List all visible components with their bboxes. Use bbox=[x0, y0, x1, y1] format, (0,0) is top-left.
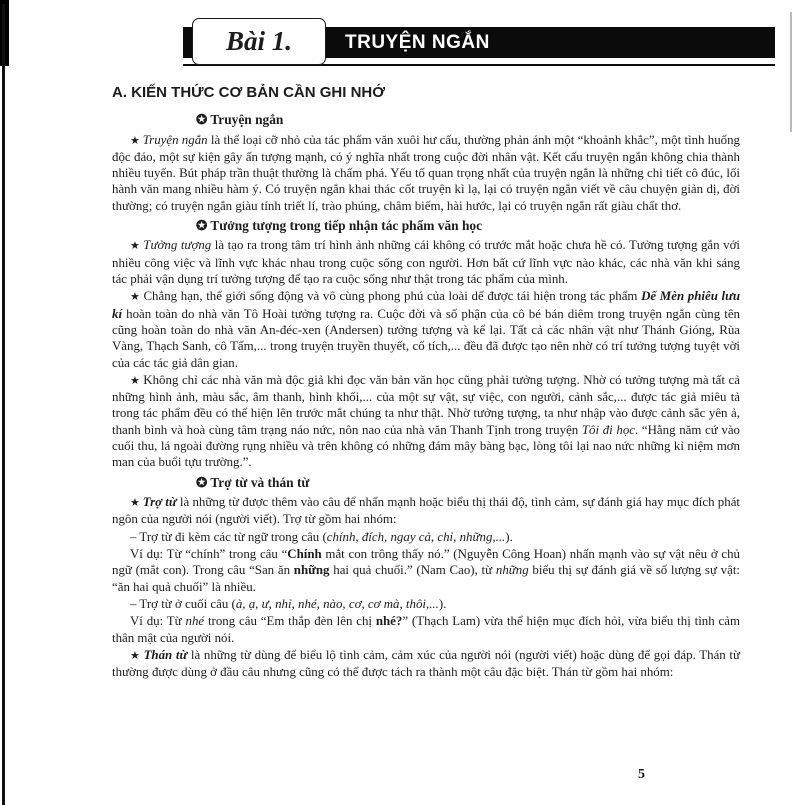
subheading-label: Tưởng tượng trong tiếp nhận tác phẩm văn học bbox=[210, 217, 483, 233]
paragraph bbox=[112, 647, 740, 681]
paragraph bbox=[112, 237, 740, 287]
star-icon: ★ bbox=[130, 240, 144, 253]
star-icon: ★ bbox=[130, 649, 144, 662]
text-segment: Truyện ngắn bbox=[142, 132, 208, 147]
page-number: 5 bbox=[638, 767, 645, 782]
text-segment: hoàn toàn do nhà văn Tô Hoài tưởng tượng ra. Cuộc đời và số phận của cô bé bán diêm trong truyện ngắn cùng tên cũng hoàn toàn do nhà văn An-đéc-xen (Andersen) tưởng tượng và kể lại. Tất cả các nhân vật như Thánh Gióng, Rùa Vàng, Thạch Sanh, cô Tấm,... trong truyện truyền thuyết, cổ tích,... đều đã được tạo nên nhờ có trí tưởng tượng tuyệt vời của các tác giả dân gian. bbox=[112, 306, 740, 370]
text-segment: Tưởng tượng bbox=[143, 238, 212, 253]
text-segment: là tạo ra trong tâm trí hình ảnh những cái không có trước mắt hoặc chưa hề có. Tưởng tượng gắn với nhiều công việc và lĩnh vực khác nhau trong cuộc sống con người. Hơn bất cứ lĩnh vực nào khác, các nhà văn khi sáng tác phải vận dụng trí tưởng tượng để tạo ra cuộc sống như thật trong tác phẩm của mình. bbox=[112, 238, 740, 287]
text-segment: – Trợ từ đi kèm các từ ngữ trong câu ( bbox=[130, 529, 327, 544]
text-segment: ” (Thạch Lam) vừa thể hiện mục đích hỏi, vừa biểu thị tình cảm thân mật của người nói. bbox=[112, 614, 740, 645]
subheading bbox=[196, 112, 740, 129]
circled-star-icon: ✪ bbox=[196, 112, 211, 127]
text-segment: những bbox=[293, 563, 330, 578]
circled-star-icon: ✪ bbox=[196, 217, 211, 233]
paragraph bbox=[112, 529, 740, 545]
text-segment: ). bbox=[438, 596, 447, 611]
text-segment: Ví dụ: Từ “chính” trong câu “ bbox=[130, 547, 288, 562]
text-segment: Tôi đi học bbox=[581, 422, 636, 437]
paragraph bbox=[112, 372, 740, 471]
paragraph bbox=[112, 596, 740, 612]
paragraph bbox=[112, 132, 740, 214]
text-segment: Không chỉ các nhà văn mà độc giả khi đọc văn bản văn học cũng phải tưởng tượng. Nhờ có tưởng tượng mà tất cả những hình ảnh, màu sắc, âm thanh, hình khối,... của một sự vật, sự việc, con người, cảnh sắc,... được tác giả miêu tả trong tác phẩm đều có thể hiện lên trước mắt chúng ta như thật. Nhờ tưởng tượng, ta như nhập vào được cảnh sắc yên ả, thanh bình và hoà cùng tâm trạng náo nức, nôn nao của nhà văn Thanh Tịnh trong truyện bbox=[112, 372, 740, 437]
scan-left-edge bbox=[2, 4, 5, 805]
circled-star-icon: ✪ bbox=[196, 474, 211, 490]
text-segment: biểu thị sự đánh giá về số lượng sự vật: “ăn hai quả chuối” là nhiều. bbox=[112, 563, 741, 594]
text-segment: Thán từ bbox=[143, 647, 188, 662]
paragraph bbox=[112, 288, 740, 370]
section-title: A. KIẾN THỨC CƠ BẢN CẦN GHI NHỚ bbox=[112, 84, 386, 101]
subheading-label: Trợ từ và thán từ bbox=[210, 474, 310, 490]
text-segment: hai quả chuối.” (Nam Cao), từ bbox=[329, 563, 496, 578]
chapter-title: TRUYỆN NGẮN bbox=[345, 32, 490, 53]
text-segment: nhé bbox=[185, 614, 205, 629]
star-icon: ★ bbox=[130, 291, 144, 304]
text-segment: là thể loại cỡ nhỏ của tác phẩm văn xuôi hư cấu, thường phản ánh một “khoảnh khắc”, một tình huống độc đáo, một sự kiện gây ấn tượng mạnh, có ý nghĩa nhất trong cuộc đời nhân vật. Kết cấu truyện ngắn không chia thành nhiều tuyến. Bút pháp trần thuật thường là chấm phá. Yếu tố quan trọng nhất của truyện ngắn là những chi tiết cô đúc, lối hành văn mang nhiều hàm ý. Có truyện ngắn khai thác cốt truyện kì lạ, lại có truyện ngắn viết về câu chuyện giản dị, đời thường; có truyện ngắn giàu tính triết lí, trào phúng, châm biếm, hài hước, lại có truyện ngắn rất giàu chất thơ. bbox=[112, 132, 740, 213]
text-segment: Chính bbox=[287, 547, 322, 562]
subheading-label: Truyện ngắn bbox=[210, 112, 284, 127]
subheading bbox=[196, 475, 740, 492]
subheading bbox=[196, 218, 740, 235]
star-icon: ★ bbox=[130, 134, 143, 147]
text-segment: Dế Mèn phiêu lưu kí bbox=[112, 289, 740, 321]
text-segment: . “Hằng năm cứ vào cuối thu, lá ngoài đường rụng nhiều và trên không có những đám mây bàng bạc, lòng tôi lại nao nức những kỉ niệm mơn man của buổi tựu trường.”. bbox=[112, 422, 741, 470]
text-segment: là những từ dùng để biểu lộ tình cảm, cảm xúc của người nói (người viết) hoặc dùng để gọi đáp. Thán từ thường được dùng ở đầu câu nhưng cũng có thể được tách ra thành một câu đặc biệt. Thán từ gồm hai nhóm: bbox=[112, 647, 740, 680]
lesson-number-box bbox=[192, 18, 326, 65]
text-segment: mắt con trông thấy nó.” (Nguyễn Công Hoan) nhấn mạnh vào sự vật nêu ở chủ ngữ (mắt con). Trong câu “San ăn bbox=[112, 547, 740, 578]
paragraph bbox=[112, 613, 740, 646]
text-segment: – Trợ từ ở cuối câu ( bbox=[130, 596, 236, 611]
content-blocks bbox=[112, 108, 740, 681]
scan-right-edge bbox=[790, 12, 792, 132]
text-segment: Ví dụ: Từ bbox=[130, 614, 186, 629]
text-segment: Chẳng hạn, thế giới sống động và vô cùng phong phú của loài dế được tái hiện trong tác phẩm bbox=[143, 289, 642, 304]
paragraph bbox=[112, 494, 740, 528]
star-icon: ★ bbox=[130, 497, 143, 510]
text-segment: nhé? bbox=[375, 614, 403, 629]
text-segment: Trợ từ bbox=[142, 495, 177, 510]
text-segment: ). bbox=[505, 529, 513, 544]
star-icon: ★ bbox=[130, 374, 144, 387]
paragraph bbox=[112, 546, 740, 595]
text-segment: những bbox=[495, 563, 529, 578]
text-segment: à, ạ, ư, nhỉ, nhé, nào, cơ, cơ mà, thôi,... bbox=[235, 596, 439, 611]
lesson-number-label: Bài 1. bbox=[225, 26, 292, 56]
text-segment: trong câu “Em thắp đèn lên chị bbox=[204, 614, 376, 629]
text-segment: là những từ được thêm vào câu để nhấn mạnh hoặc biểu thị thái độ, tình cảm, sự đánh giá hay mục đích phát ngôn của người nói (người viết). Trợ từ gồm hai nhóm: bbox=[112, 495, 740, 527]
text-segment: chính, đích, ngay cả, chỉ, những,... bbox=[326, 529, 506, 544]
